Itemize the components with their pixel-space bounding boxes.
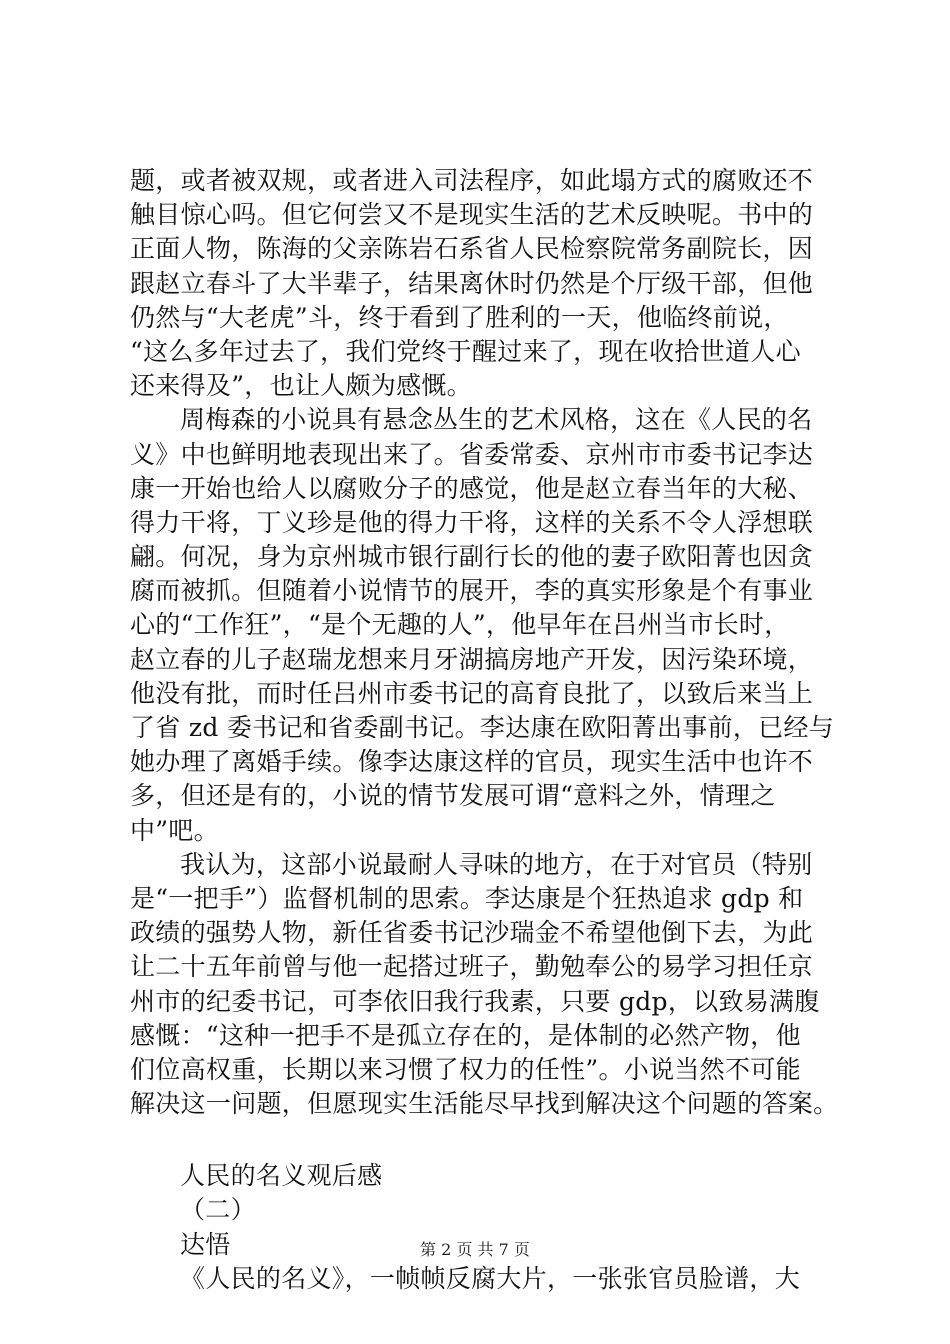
- paragraph-2: [130, 403, 835, 847]
- text-line: 义》中也鲜明地表现出来了。省委常委、京州市市委书记李达: [130, 439, 814, 469]
- text-line: 周梅森的小说具有悬念丛生的艺术风格，这在《人民的名: [180, 405, 813, 435]
- text-line: 让二十五年前曾与他一起搭过班子，勤勉奉公的易学习担任京: [130, 952, 814, 982]
- paragraph-1: [130, 164, 830, 403]
- text-line: 们位高权重，长期以来习惯了权力的任性”。小说当然不可能: [130, 1054, 801, 1084]
- text-line: 心的“工作狂”，“是个无趣的人”，他早年在吕州当市长时，: [130, 610, 790, 640]
- document-body: [130, 164, 839, 1296]
- text-line: 感慨：“这种一把手不是孤立存在的，是体制的必然产物，他: [130, 1020, 801, 1050]
- text-line: 解决这一问题，但愿现实生活能尽早找到解决这个问题的答案。: [130, 1089, 839, 1119]
- text-line: 正面人物，陈海的父亲陈岩石系省人民检察院常务副院长，因: [130, 234, 814, 264]
- text-line: 《人民的名义》，一帧帧反腐大片，一张张官员脸谱，大: [180, 1263, 801, 1293]
- text-line: 了省 zd 委书记和省委副书记。李达康在欧阳菁出事前，已经与: [130, 713, 835, 742]
- text-line: 我认为，这部小说最耐人寻味的地方，在于对官员（特别: [180, 849, 813, 879]
- text-line: 她办理了离婚手续。像李达康这样的官员，现实生活中也许不: [130, 747, 814, 777]
- text-line: 得力干将，丁义珍是他的得力干将，这样的关系不令人浮想联: [130, 507, 814, 537]
- text-line: 题，或者被双规，或者进入司法程序，如此塌方式的腐败还不: [130, 166, 814, 195]
- section-title: 人民的名义观后感: [180, 1161, 383, 1191]
- author-name: 达悟: [180, 1229, 231, 1259]
- text-line: 康一开始也给人以腐败分子的感觉，他是赵立春当年的大秘、: [130, 473, 814, 503]
- text-line: “这么多年过去了，我们党终于醒过来了，现在收拾世道人心: [130, 336, 801, 366]
- text-line: 州市的纪委书记，可李依旧我行我素，只要 gdp，以致易满腹: [130, 986, 820, 1016]
- page-footer: 第 2 页 共 7 页: [420, 1240, 530, 1259]
- text-line: 政绩的强势人物，新任省委书记沙瑞金不希望他倒下去，为此: [130, 918, 814, 948]
- text-line: 触目惊心吗。但它何尝又不是现实生活的艺术反映呢。书中的: [130, 200, 814, 230]
- text-line: 中”吧。: [130, 815, 219, 845]
- section-gap: [130, 1121, 830, 1159]
- text-line: 仍然与“大老虎”斗，终于看到了胜利的一天，他临终前说，: [130, 302, 789, 332]
- paragraph-3: [130, 848, 839, 1122]
- text-line: 他没有批，而时任吕州市委书记的高育良批了，以致后来当上: [130, 678, 814, 708]
- text-line: 多，但还是有的，小说的情节发展可谓“意料之外，情理之: [130, 781, 776, 811]
- section-number: （二）: [180, 1195, 256, 1225]
- text-line: 腐而被抓。但随着小说情节的展开，李的真实形象是个有事业: [130, 576, 814, 606]
- text-line: 是“一把手”）监督机制的思索。李达康是个狂热追求 gdp 和: [130, 883, 804, 913]
- text-line: 翩。何况，身为京州城市银行副行长的他的妻子欧阳菁也因贪: [130, 542, 814, 572]
- text-line: 跟赵立春斗了大半辈子，结果离休时仍然是个厅级干部，但他: [130, 268, 814, 298]
- text-line: 还来得及”，也让人颇为感慨。: [130, 371, 472, 401]
- text-line: 赵立春的儿子赵瑞龙想来月牙湖搞房地产开发，因污染环境，: [130, 644, 814, 674]
